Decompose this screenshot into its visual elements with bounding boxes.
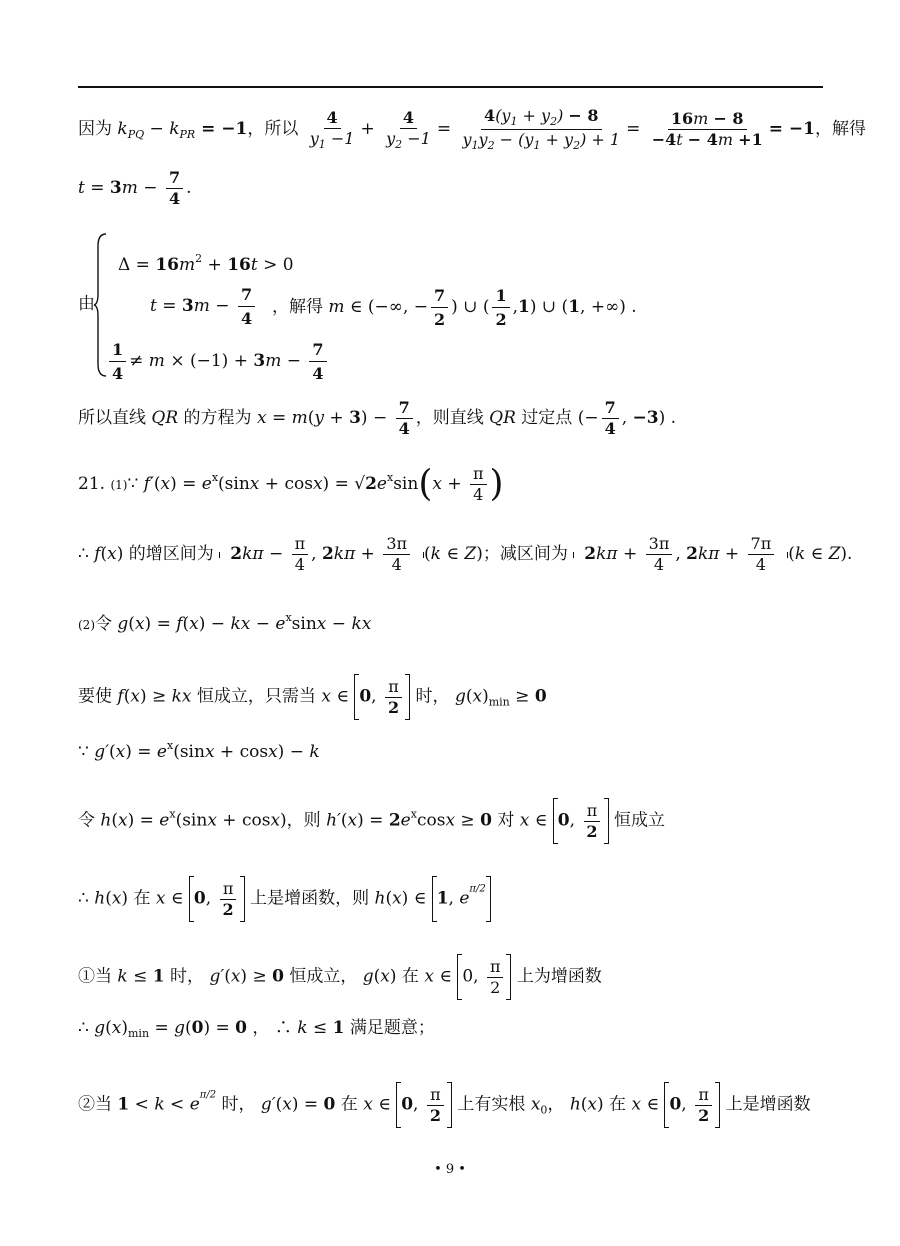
line-7: (2)令 g(x) = f(x) − kx − $e^x\sin x$ − kx xyxy=(78,611,372,634)
system-result: ，解得 m ∈ (−∞, − $\frac{7}{2}$ ) ∪ ( $\frac{1}{2}$ ,1) ∪ (1, +∞) . xyxy=(272,286,637,329)
line-6: ∴ f(x) 的增区间为 2kπ − $\frac{\pi}{4}$ , 2kπ + $\frac{3\pi}{4}$ (k ∈ Z)；减区间为 2kπ + $\frac{3\pi}{4}$ , 2kπ + $\frac{7\pi}{4}$ (k ∈ Z). xyxy=(78,534,853,574)
system-row-1: $\Delta = 16m^2 + 16t > 0$ xyxy=(118,252,294,275)
line-4: 所以直线 QR 的方程为 x = m(y + 3) − $\frac{7}{4}$ ，则直线 QR 过定点 (− $\frac{7}{4}$ , −3) . xyxy=(78,398,677,438)
system-row-3: $\frac{1}{4}$ ≠ m × (−1) + 3m − $\frac{7}{4}$ xyxy=(106,340,330,383)
line-2: t = 3m − $\frac{7}{4}$ . xyxy=(78,168,192,208)
line-10: 令 $h(x) = e^x(\sin x + \cos x)$，则 $h'(x) = 2e^x\cos x \ge 0$ 对 x ∈ 0, $\frac{\pi}{2}$ 恒成立 xyxy=(78,798,665,844)
line-9: ∵ $g'(x) = e^x(\sin x + \cos x) - k$ xyxy=(78,739,320,762)
header-rule xyxy=(78,86,823,88)
line-14: ②当 $1 < k < e^{\pi/2}$ 时， g′(x) = 0 在 x ∈ 0, $\frac{\pi}{2}$ 上有实根 $x_0$， h(x) 在 x ∈ 0, $\frac{\pi}{2}$ 上是增函数 xyxy=(78,1082,811,1128)
line-1: 因为 $k_{PQ} - k_{PR} = -1$，所以 $\frac{4}{y_1 -1}$ + $\frac{4}{y_2 -1}$ = $\frac{4(y_1 + y_2) - 8}{y_1y_2 - (y_1 + y_2) + 1}$ = $\frac{16m - 8}{-4t - 4m +1}$ = −1，解得 xyxy=(78,106,866,152)
line-8: 要使 f(x) ≥ kx 恒成立，只需当 x ∈ 0, $\frac{\pi}{2}$ 时， $g(x)_{min} \ge 0$ xyxy=(78,674,547,720)
line-11: ∴ h(x) 在 x ∈ 0, $\frac{\pi}{2}$ 上是增函数，则 h(x) ∈ 1, $e^{\pi/2}$ xyxy=(78,876,491,922)
system-row-2: t = 3m − $\frac{7}{4}$ xyxy=(150,285,258,328)
line-12: ①当 k ≤ 1 时， g′(x) ≥ 0 恒成立， g(x) 在 x ∈ 0, $\frac{\pi}{2}$ 上为增函数 xyxy=(78,954,602,1000)
line-5: 21. (1)∵ $f'(x) = e^x(\sin x + \cos x) = √2e^x\sin(x$ + $\frac{\pi}{4}$ ) xyxy=(78,463,504,505)
line-3-prefix: 由 xyxy=(78,294,95,314)
line-13: ∴ $g(x)_{min} = g(0) = 0$ ， ∴ k ≤ 1 满足题意； xyxy=(78,1018,435,1040)
page-number: • 9 • xyxy=(434,1162,466,1177)
